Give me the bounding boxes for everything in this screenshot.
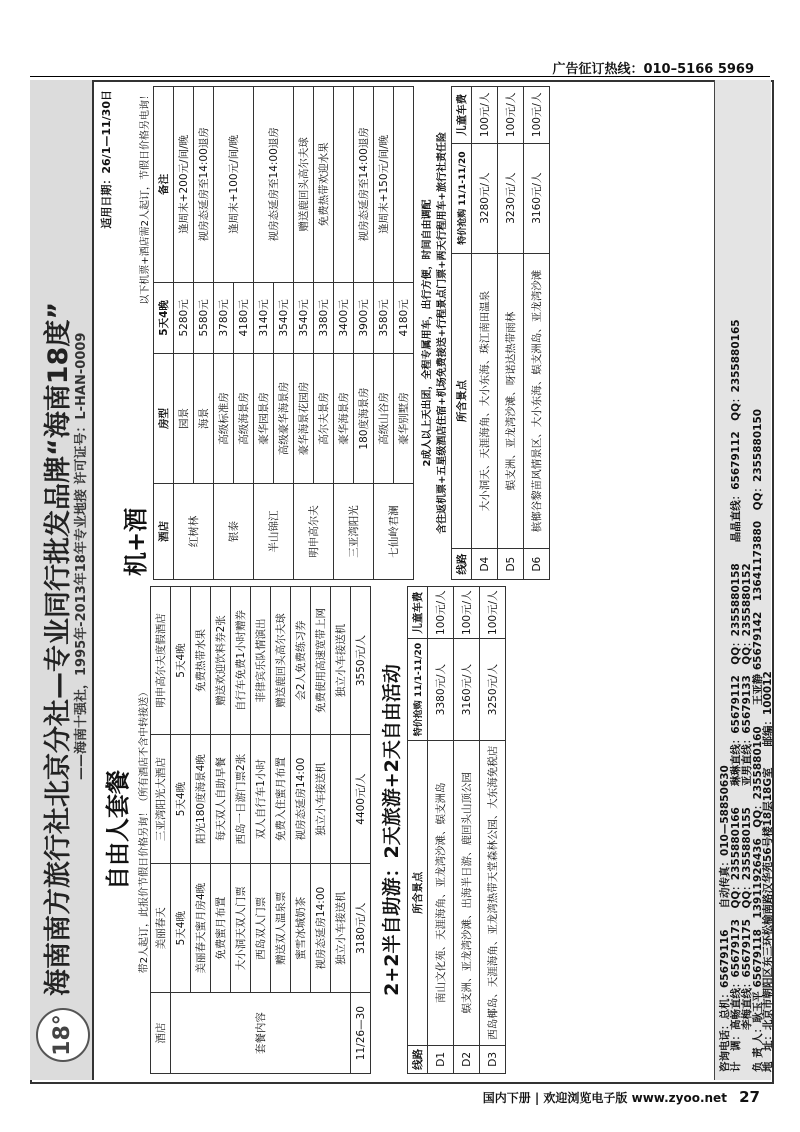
route-spots: 蜈支洲、亚龙湾沙滩、出海半日游、鹿回头山顶公园 <box>454 740 480 1045</box>
package-item: 西岛一日游门票2张 <box>231 735 251 864</box>
contact-line: 计 调：高畅直线：65679173 QQ：2355880166 琳琳直线：65679112 QQ：2355880158 晶晶直线：65679112 QQ：2355880165 <box>730 319 742 1072</box>
room-price: 4180元 <box>234 282 254 353</box>
child-fee: 100元/人 <box>428 587 454 639</box>
package-item: 美丽春天蜜月房4晚 <box>191 864 211 993</box>
child-fee: 100元/人 <box>480 587 506 639</box>
route-price: 3380元/人 <box>428 639 454 741</box>
child-fee: 100元/人 <box>498 87 524 144</box>
content-label: 套餐内容 <box>171 993 351 1074</box>
package-item: 双人自行车1小时 <box>251 735 271 864</box>
route-spots: 西岛椰岛、天涯海角、亚龙湾热带天堂森林公园、大东海免税店 <box>480 740 506 1045</box>
nights: 5天4晚 <box>171 735 191 864</box>
date-label: 11/26—30 <box>351 993 371 1074</box>
free-package-title: 自由人套餐 <box>104 770 132 890</box>
room-type: 高级标准房 <box>214 354 234 484</box>
child-fee: 100元/人 <box>524 87 550 144</box>
package-item <box>331 735 351 864</box>
room-type: 高级海景房 <box>234 354 254 484</box>
air-hotel-table <box>153 86 414 580</box>
package-item: 大小洞天双人门票 <box>231 864 251 993</box>
route-id: D5 <box>498 549 524 580</box>
room-price: 3900元 <box>354 282 374 353</box>
package-item: 会2人免费练习券 <box>291 587 311 735</box>
child-fee: 100元/人 <box>454 587 480 639</box>
package-item: 赠送欢迎饮料券2张 <box>211 587 231 735</box>
room-price: 3780元 <box>214 282 234 353</box>
room-type: 高级山谷房 <box>374 354 394 484</box>
air-hotel-dates: 适用日期：26/1—11/30日 <box>100 90 113 229</box>
hotel-name: 三亚湾阳光大酒店 <box>151 735 171 864</box>
route-id: D2 <box>454 1045 480 1073</box>
room-price: 3400元 <box>334 282 354 353</box>
contact-line: 李梅直线：65679175 QQ：2355880155 亚男直线：65679133 QQ：2355880152 <box>741 563 753 1072</box>
col-header: 所含景点 <box>452 253 472 549</box>
package-item: 免费使用高速宽带上网 <box>311 587 331 735</box>
room-note: 逢周末+150元/间/晚 <box>374 87 394 283</box>
ad-hotline: 广告征订热线：010–5166 5969 <box>552 62 754 77</box>
room-price: 3380元 <box>314 282 334 353</box>
room-type: 园景 <box>174 354 194 484</box>
contact-line: 地 址：北京市朝阳区东三环松榆南路汉华苑56号楼18层18G室 邮编：100012 <box>762 671 774 1072</box>
room-type: 海景 <box>194 354 214 484</box>
top-divider <box>30 76 770 77</box>
route-price: 3160元/人 <box>524 143 550 253</box>
route-price: 3280元/人 <box>472 143 498 253</box>
room-price: 5280元 <box>174 282 194 353</box>
room-price: 5580元 <box>194 282 214 353</box>
route-id: D4 <box>472 549 498 580</box>
package-item: 独立小车接送机 <box>311 735 331 864</box>
route-price: 3160元/人 <box>454 639 480 741</box>
contact-info <box>714 80 774 1080</box>
contact-line: 负 责 人：耿玉平 65679118 13911926436 QQ：2355880160 王亚静 65679142 13641173880 QQ：2355880150 <box>752 408 764 1072</box>
hotel-name: 红树林 <box>174 483 214 579</box>
room-price: 4180元 <box>394 282 414 353</box>
route-id: D3 <box>480 1045 506 1073</box>
col-header: 儿童车费 <box>408 587 428 639</box>
air-hotel-note: 以下机票+酒店需2人起订，节假日价格另电询！ <box>140 90 151 305</box>
package-price: 3550元/人 <box>351 587 371 735</box>
col-header: 备注 <box>154 87 174 283</box>
hotel-name: 明申高尔夫度假酒店 <box>151 587 171 735</box>
room-type: 豪华园景房 <box>254 354 274 484</box>
tour-right-subtitle: 含往返机票+五星级酒店住宿+机场免费接送+行程景点门票+两天行程用车+旅行社责任险 <box>437 132 448 534</box>
package-item: 视房态延房14:00 <box>311 864 331 993</box>
free-package-note: 带2人起订，此报价节假日价格另询！（所有酒店不含中转接送） <box>139 686 150 974</box>
logo-icon: 18° <box>36 1008 90 1062</box>
col-header: 特价抢购 11/1-11/20 <box>452 143 472 253</box>
route-spots: 槟榔谷黎苗风情景区、大小东海、蜈支洲岛、亚龙湾沙滩 <box>524 253 550 549</box>
room-note <box>334 87 354 283</box>
package-item: 免费热带水果 <box>191 587 211 735</box>
package-item: 免费蜜月布置 <box>211 864 231 993</box>
page-number: 27 <box>739 1088 760 1106</box>
package-price: 3180元/人 <box>351 864 371 993</box>
package-item: 每天双人自助早餐 <box>211 735 231 864</box>
room-note: 视房态延房至14:00退房 <box>354 87 374 283</box>
col-header: 所含景点 <box>408 740 428 1045</box>
hotel-label: 酒店 <box>151 993 171 1074</box>
route-price: 3230元/人 <box>498 143 524 253</box>
col-header: 特价抢购 11/1-11/20 <box>408 639 428 741</box>
room-type: 豪华海景花园房 <box>294 354 314 484</box>
package-item: 蜜雪冰城奶茶 <box>291 864 311 993</box>
room-note: 赠送鹿回头高尔夫球 <box>294 87 314 283</box>
col-header: 酒店 <box>154 483 174 579</box>
route-id: D1 <box>428 1045 454 1073</box>
footer-text: 国内下册 | 欢迎浏览电子版 www.zyoo.net <box>482 1091 727 1105</box>
package-item: 西岛双人门票 <box>251 864 271 993</box>
rotated-ad <box>30 80 774 1080</box>
route-id: D6 <box>524 549 550 580</box>
route-spots: 大小洞天、天涯海角、大小东海、珠江南田温泉 <box>472 253 498 549</box>
route-spots: 蜈支洲、亚龙湾沙滩、呀诺达热带雨林 <box>498 253 524 549</box>
air-hotel-section <box>96 86 708 580</box>
route-spots: 南山文化苑、天涯海角、亚龙湾沙滩、蜈支洲岛 <box>428 740 454 1045</box>
banner-title: 海南南方旅行社北京分社—专业同行批发品牌“海南18度” <box>43 301 74 996</box>
col-header: 房型 <box>154 354 174 484</box>
room-note: 逢周末+100元/间/晚 <box>214 87 254 283</box>
tour-2plus2-table <box>407 586 506 1074</box>
room-type: 高级豪华海景房 <box>274 354 294 484</box>
air-hotel-title: 机+酒 <box>122 507 150 576</box>
package-item: 菲律宾乐队情演出 <box>251 587 271 735</box>
package-item: 赠送双人温泉票 <box>271 864 291 993</box>
room-type: 高尔夫景房 <box>314 354 334 484</box>
hotel-name: 半山锦江 <box>254 483 294 579</box>
nights: 5天4晚 <box>171 864 191 993</box>
tour-right-table <box>451 86 550 580</box>
package-item: 独立小车接送机 <box>331 864 351 993</box>
room-type: 豪华别墅房 <box>394 354 414 484</box>
room-note: 视房态延房至14:00退房 <box>194 87 214 283</box>
hotel-name: 银泰 <box>214 483 254 579</box>
tour-right-title: 2成人以上天出团，全程专属用车，出行方便，时间自由调配 <box>422 199 433 467</box>
package-item: 视房态延房14:00 <box>291 735 311 864</box>
content <box>94 80 774 1080</box>
hotel-name: 明申高尔夫 <box>294 483 334 579</box>
room-price: 3580元 <box>374 282 394 353</box>
page-footer <box>40 1088 760 1106</box>
room-price: 3540元 <box>274 282 294 353</box>
tour-2plus2-title: 2+2半自助游：2天旅游+2天自由活动 <box>381 664 403 996</box>
col-header: 线路 <box>452 549 472 580</box>
package-item: 自行车免费1小时赠券 <box>231 587 251 735</box>
package-item: 赠送鹿回头高尔夫球 <box>271 587 291 735</box>
package-price: 4400元/人 <box>351 735 371 864</box>
hotel-name: 三亚湾阳光 <box>334 483 374 579</box>
room-type: 豪华海景房 <box>334 354 354 484</box>
route-price: 3250元/人 <box>480 639 506 741</box>
free-package-section <box>96 586 708 1074</box>
room-type: 180度海景房 <box>354 354 374 484</box>
package-item: 阳光180度海景4晚 <box>191 735 211 864</box>
banner-subtitle: ——海南十强社，1995年-2013年18年专业地接 许可证号：L-HAN-0009 <box>74 332 89 780</box>
room-note: 逢周末+200元/间/晚 <box>174 87 194 283</box>
col-header: 线路 <box>408 1045 428 1073</box>
room-price: 3140元 <box>254 282 274 353</box>
col-header: 儿童车费 <box>452 87 472 144</box>
child-fee: 100元/人 <box>472 87 498 144</box>
package-item: 免费入住蜜月布置 <box>271 735 291 864</box>
contact-line: 咨询电话：总机：65679116 自动传真：010—58850630 <box>719 765 731 1072</box>
free-package-table <box>150 586 371 1074</box>
col-header: 5天4晚 <box>154 282 174 353</box>
package-item: 独立小车接送机 <box>331 587 351 735</box>
hotel-name: 七仙岭君澜 <box>374 483 414 579</box>
room-note <box>394 87 414 283</box>
hotel-name: 美丽春天 <box>151 864 171 993</box>
nights: 5天4晚 <box>171 587 191 735</box>
room-price: 3540元 <box>294 282 314 353</box>
banner <box>30 80 94 1080</box>
room-note: 免费热带欢迎水果 <box>314 87 334 283</box>
room-note: 视房态延房至14:00退房 <box>254 87 294 283</box>
